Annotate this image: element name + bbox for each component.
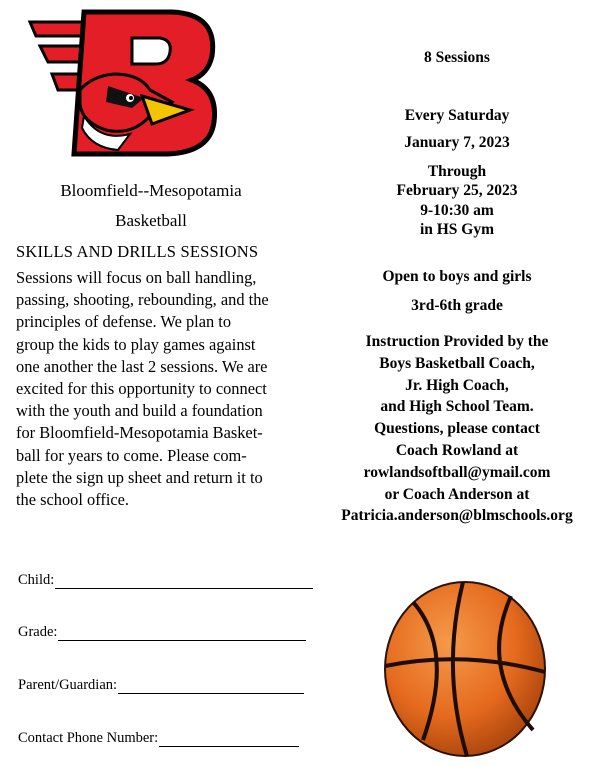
start-date: January 7, 2023: [404, 134, 510, 151]
description: [16, 267, 296, 511]
grade-range: 3rd-6th grade: [411, 297, 503, 314]
sessions-count: 8 Sessions: [424, 49, 490, 66]
phone-line[interactable]: [159, 732, 299, 747]
contact-info: [322, 331, 592, 527]
contact-line: Boys Basketball Coach,: [379, 354, 535, 372]
section-heading: SKILLS AND DRILLS SESSIONS: [16, 242, 259, 261]
org-name: Bloomfield--Mesopotamia: [60, 181, 242, 200]
session-location: in HS Gym: [419, 221, 495, 238]
phone-label: Contact Phone Number:: [18, 730, 159, 746]
basketball-image: [383, 580, 547, 758]
grade-field[interactable]: [18, 624, 306, 641]
through-label: Through: [427, 163, 487, 180]
logo-letter: B: [22, 4, 23, 5]
contact-line: Questions, please contact: [374, 420, 540, 438]
schedule-day: Every Saturday: [404, 107, 510, 124]
description-line: excited for this opportunity to connect: [16, 379, 267, 399]
description-line: ball for years to come. Please com-: [16, 445, 247, 465]
parent-label: Parent/Guardian:: [18, 677, 118, 693]
session-time: 9-10:30 am: [420, 202, 494, 219]
contact-line: Jr. High Coach,: [405, 376, 509, 394]
child-line[interactable]: [55, 574, 313, 589]
contact-line: Instruction Provided by the: [365, 333, 549, 350]
description-line: principles of defense. We plan to: [16, 312, 232, 332]
contact-email-rowland: rowlandsoftball@ymail.com: [363, 463, 551, 481]
description-line: plete the sign up sheet and return it to: [16, 467, 263, 487]
description-line: Sessions will focus on ball handling,: [16, 268, 257, 287]
description-line: the school office.: [16, 490, 130, 510]
parent-field[interactable]: [18, 677, 304, 694]
grade-line[interactable]: [58, 626, 306, 641]
description-line: with the youth and build a foundation: [16, 401, 263, 421]
sport-name: Basketball: [115, 211, 187, 230]
end-date: February 25, 2023: [396, 182, 518, 199]
phone-field[interactable]: [18, 730, 299, 747]
child-label: Child:: [18, 572, 55, 588]
grade-label: Grade:: [18, 624, 58, 640]
parent-line[interactable]: [118, 679, 304, 694]
description-line: group the kids to play games against: [16, 334, 256, 354]
team-logo: [22, 4, 222, 164]
contact-line: and High School Team.: [380, 398, 534, 416]
description-line: one another the last 2 sessions. We are: [16, 356, 268, 376]
contact-line: or Coach Anderson at: [384, 485, 530, 503]
contact-email-anderson: Patricia.anderson@blmschools.org: [341, 507, 573, 525]
contact-line: Coach Rowland at: [395, 441, 519, 459]
description-line: for Bloomfield-Mesopotamia Basket-: [16, 423, 263, 443]
description-line: passing, shooting, rebounding, and the: [16, 290, 269, 310]
child-field[interactable]: [18, 572, 313, 589]
open-to: Open to boys and girls: [382, 268, 532, 285]
